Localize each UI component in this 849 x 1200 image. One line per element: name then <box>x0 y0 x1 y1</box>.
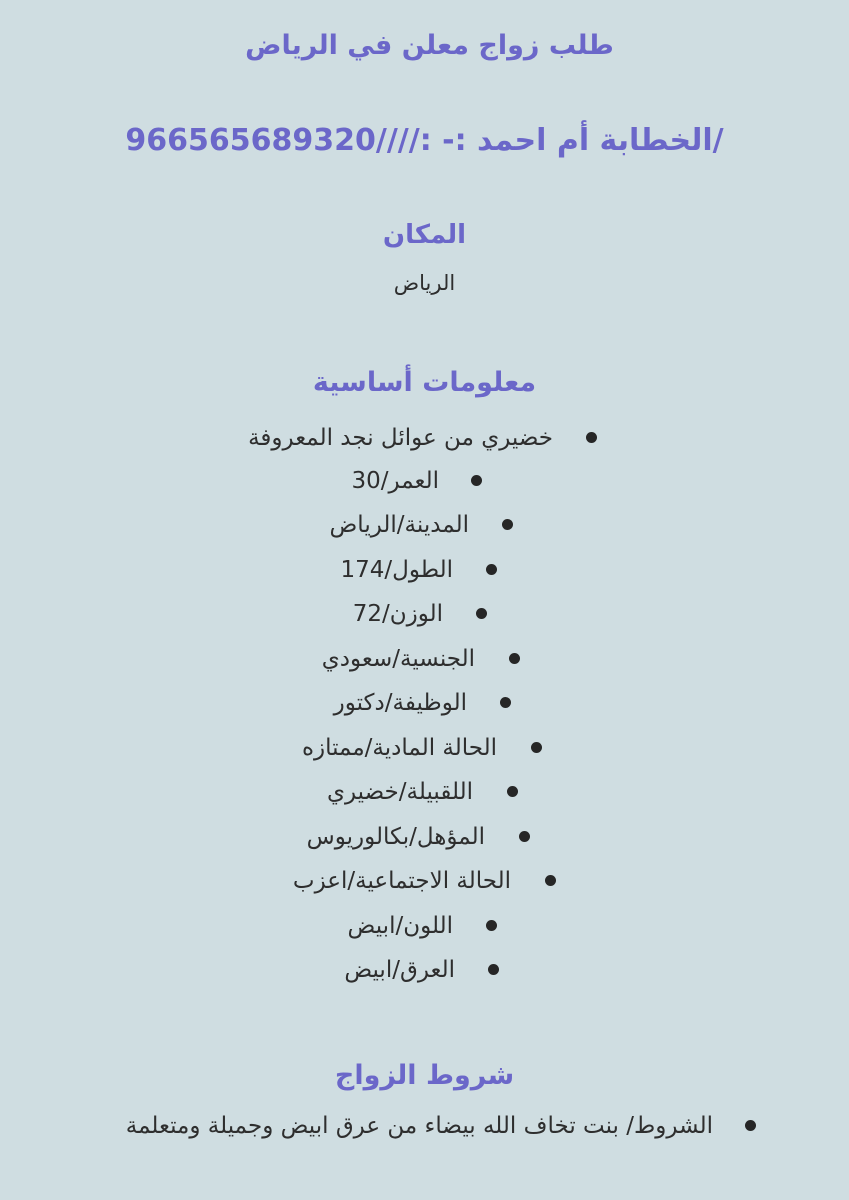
condition-item <box>0 1108 849 1144</box>
bullet-icon <box>502 519 513 530</box>
info-item <box>0 420 849 456</box>
bullet-icon <box>531 742 542 753</box>
bullet-icon <box>488 964 499 975</box>
conditions-heading: شروط الزواج <box>334 1060 515 1091</box>
condition-item-text: الشروط/ بنت تخاف الله بيضاء من عرق ابيض وجميلة ومتعلمة <box>125 1113 713 1139</box>
basic-info-heading: معلومات أساسية <box>312 367 537 398</box>
place-value: الرياض <box>393 271 456 295</box>
info-item <box>0 730 849 766</box>
info-item <box>0 908 849 944</box>
info-item <box>0 819 849 855</box>
place-heading: المكان <box>382 220 467 250</box>
info-item <box>0 685 849 721</box>
info-item <box>0 552 849 588</box>
info-item-text: الوزن/72 <box>352 601 443 627</box>
info-item <box>0 463 849 499</box>
info-item-text: الحالة المادية/ممتازه <box>301 735 497 761</box>
info-item <box>0 952 849 988</box>
info-item-text: العمر/30 <box>351 468 439 494</box>
bullet-icon <box>586 432 597 443</box>
info-item-text: المؤهل/بكالوريوس <box>306 824 485 850</box>
info-item <box>0 863 849 899</box>
info-item <box>0 596 849 632</box>
contact-line: /الخطابة أم احمد :- :////966565689320 <box>125 123 724 158</box>
info-item-text: الطول/174 <box>340 557 453 583</box>
info-item-text: الحالة الاجتماعية/اعزب <box>292 868 511 894</box>
info-item-text: اللون/ابيض <box>347 913 453 939</box>
info-item-text: خضيري من عوائل نجد المعروفة <box>248 425 553 451</box>
info-item-text: الوظيفة/دكتور <box>333 690 467 716</box>
info-item-text: الجنسية/سعودي <box>321 646 475 672</box>
bullet-icon <box>507 786 518 797</box>
bullet-icon <box>500 697 511 708</box>
bullet-icon <box>745 1120 756 1131</box>
info-item-text: اللقبيلة/خضيري <box>326 779 473 805</box>
page-title: طلب زواج معلن في الرياض <box>245 30 614 61</box>
bullet-icon <box>486 920 497 931</box>
bullet-icon <box>476 608 487 619</box>
info-item <box>0 507 849 543</box>
bullet-icon <box>545 875 556 886</box>
info-item-text: العرق/ابيض <box>344 957 455 983</box>
bullet-icon <box>471 475 482 486</box>
info-item-text: المدينة/الرياض <box>329 512 469 538</box>
info-item <box>0 774 849 810</box>
info-item <box>0 641 849 677</box>
bullet-icon <box>519 831 530 842</box>
bullet-icon <box>509 653 520 664</box>
bullet-icon <box>486 564 497 575</box>
